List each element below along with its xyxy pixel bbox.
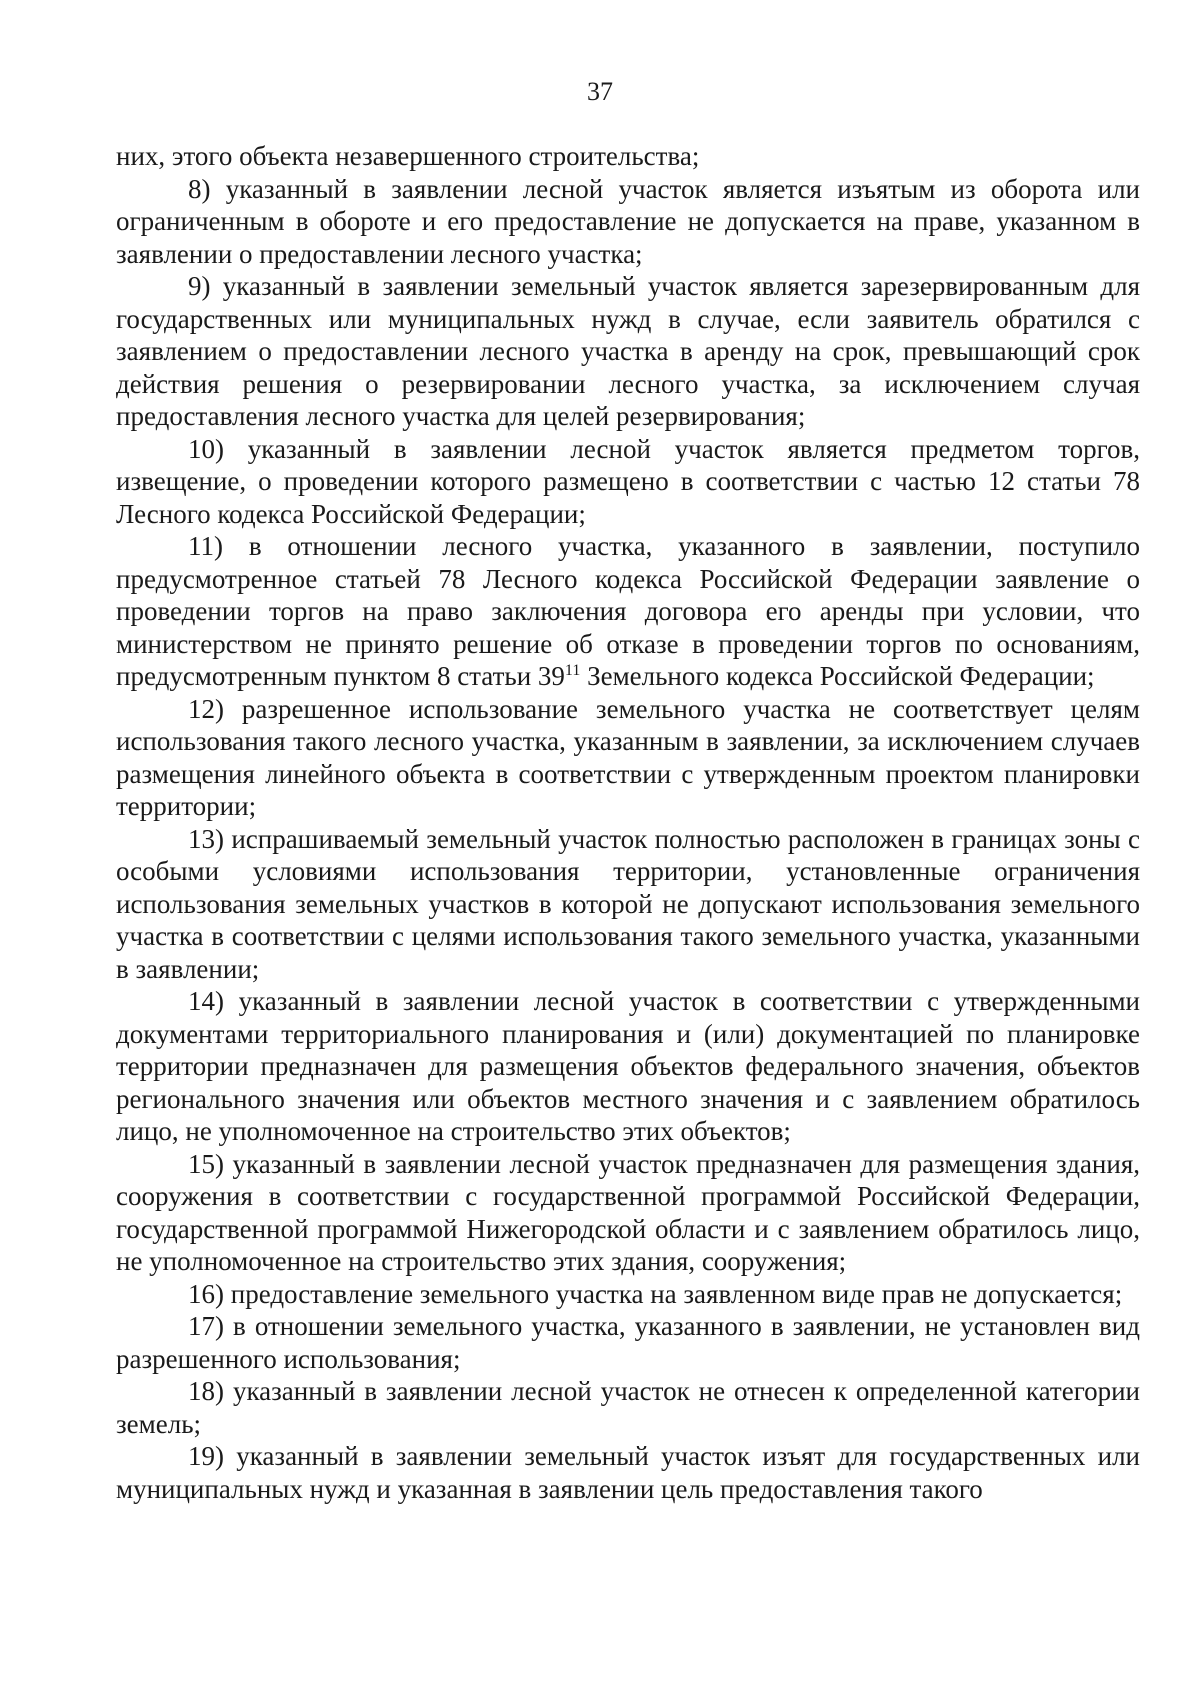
paragraph-item-18: 18) указанный в заявлении лесной участок не отнесен к определенной категории земель; bbox=[116, 1376, 1140, 1439]
document-body bbox=[116, 140, 1140, 1505]
paragraph-item-16: 16) предоставление земельного участка на заявленном виде прав не допускается; bbox=[188, 1278, 1123, 1309]
paragraph-continuation: них, этого объекта незавершенного строительства; bbox=[116, 141, 700, 171]
paragraph-item-11-text-end: Земельного кодекса Российской Федерации; bbox=[580, 661, 1095, 691]
page-number: 37 bbox=[587, 77, 613, 106]
paragraph-item-9: 9) указанный в заявлении земельный участок является зарезервированным для государственных или муниципальных нужд в случае, если заявитель обратился с заявлением о предоставлении лесного участка в аренду на срок, превышающий срок действия решения о резервировании лесного участка, за исключением случая предоставления лесного участка для целей резервирования; bbox=[116, 271, 1140, 431]
paragraph-item-11 bbox=[116, 530, 1140, 693]
paragraph-item-19: 19) указанный в заявлении земельный участок изъят для государственных или муниципальных нужд и указанная в заявлении цель предоставления такого bbox=[116, 1441, 1140, 1504]
paragraph-item-14: 14) указанный в заявлении лесной участок в соответствии с утвержденными документами территориального планирования и (или) документацией по планировке территории предназначен для размещения объектов федерального значения, объектов регионального значения или объектов местного значения и с заявлением обратилось лицо, не уполномоченное на строительство этих объектов; bbox=[116, 986, 1140, 1146]
paragraph-item-8: 8) указанный в заявлении лесной участок является изъятым из оборота или ограниченным в обороте и его предоставление не допускается на праве, указанном в заявлении о предоставлении лесного участка; bbox=[116, 173, 1140, 269]
paragraph-item-10: 10) указанный в заявлении лесной участок является предметом торгов, извещение, о проведении которого размещено в соответствии с частью 12 статьи 78 Лесного кодекса Российской Федерации; bbox=[116, 433, 1140, 529]
paragraph-item-12: 12) разрешенное использование земельного участка не соответствует целям использования такого лесного участка, указанным в заявлении, за исключением случаев размещения линейного объекта в соответствии с утвержденным проектом планировки территории; bbox=[116, 693, 1140, 821]
paragraph-item-11-text: 11) в отношении лесного участка, указанного в заявлении, поступило предусмотренное статьей 78 Лесного кодекса Российской Федерации заявление о проведении торгов на право заключения договора его аренды при условии, что министерством не принято решение об отказе в проведении торгов по основаниям, предусмотренным пунктом 8 статьи 39 bbox=[116, 531, 1140, 691]
article-superscript: 11 bbox=[564, 662, 581, 679]
paragraph-item-17: 17) в отношении земельного участка, указанного в заявлении, не установлен вид разрешенного использования; bbox=[116, 1311, 1140, 1374]
paragraph-item-15: 15) указанный в заявлении лесной участок предназначен для размещения здания, сооружения в соответствии с государственной программой Российской Федерации, государственной программой Нижегородской области и с заявлением обратилось лицо, не уполномоченное на строительство этих здания, сооружения; bbox=[116, 1148, 1140, 1276]
paragraph-item-13: 13) испрашиваемый земельный участок полностью расположен в границах зоны с особыми условиями использования территории, установленные ограничения использования земельных участков в которой не допускают использования земельного участка в соответствии с целями использования такого земельного участка, указанными в заявлении; bbox=[116, 823, 1140, 984]
